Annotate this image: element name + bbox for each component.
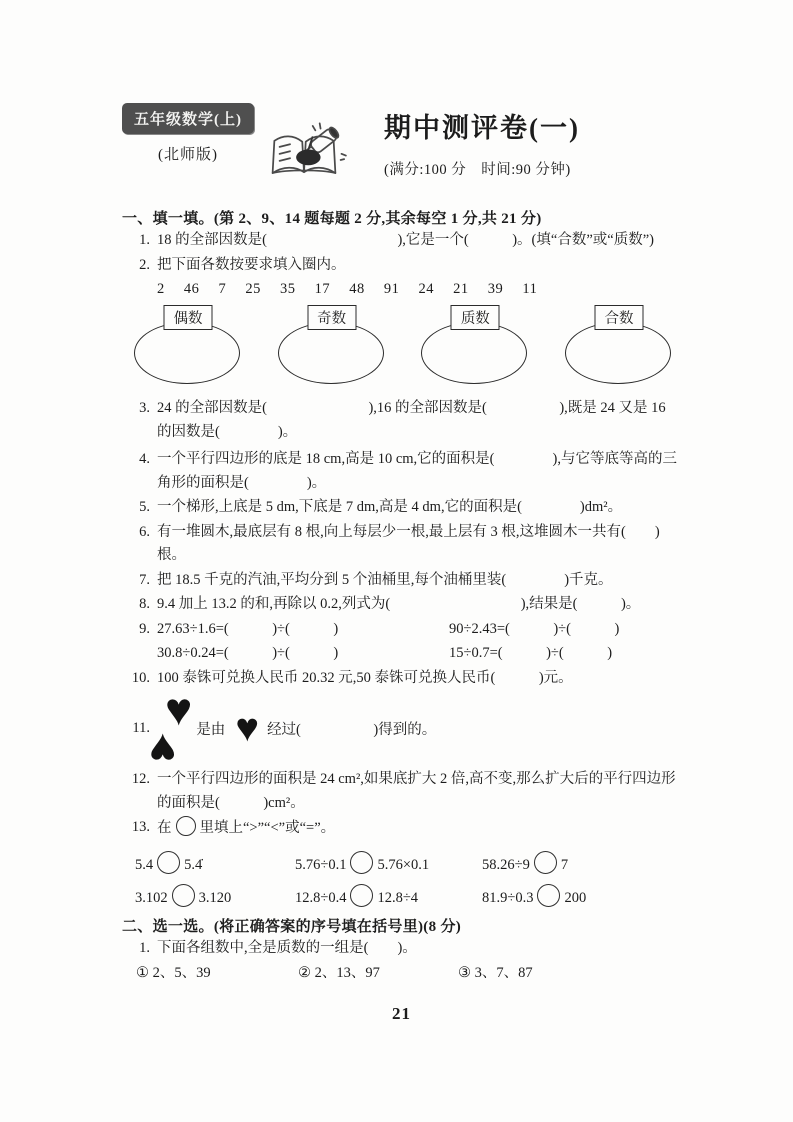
comparison-item — [482, 851, 681, 874]
section2-title: 二、选一选。 — [122, 918, 214, 935]
section2-heading — [122, 915, 681, 936]
comparison-left: 5.76÷0.1 — [295, 856, 347, 873]
question-8 — [122, 593, 681, 617]
question-4 — [122, 448, 681, 495]
comparison-right: 5.4̇ — [184, 856, 203, 873]
question-number: 7. — [139, 571, 150, 588]
answer-circle — [537, 884, 560, 907]
answer-circle — [176, 816, 196, 836]
question-text: 9.4 加上 13.2 的和,再除以 0.2,列式为( ),结果是( )。 — [157, 596, 641, 612]
question-1 — [122, 229, 681, 253]
section2-question-1 — [122, 937, 681, 961]
question-text: 有一堆圆木,最底层有 8 根,向上每层少一根,最上层有 3 根,这堆圆木一共有( )根。 — [157, 523, 660, 563]
question-12 — [122, 768, 681, 815]
question-number: 9. — [139, 620, 150, 637]
comparison-right: 7 — [560, 856, 569, 873]
question-number: 12. — [131, 771, 150, 787]
question-5 — [122, 496, 681, 520]
question-text: 一个平行四边形的底是 18 cm,高是 10 cm,它的面积是( ),与它等底等高的三角形的面积是( )。 — [157, 451, 677, 491]
comparison-row — [122, 884, 681, 907]
expression: 15÷0.7=( )÷( ) — [449, 645, 613, 661]
oval-label: 合数 — [594, 305, 643, 330]
question-text: 24 的全部因数是( ),16 的全部因数是( ),既是 24 又是 16 的因数是( )。 — [157, 400, 666, 440]
paper-header — [122, 103, 681, 187]
heart-icon: ♥ — [235, 705, 260, 750]
comparison-left: 3.102 — [135, 889, 168, 906]
oval-label: 偶数 — [164, 305, 213, 330]
question-number: 1. — [139, 232, 150, 248]
comparison-left: 81.9÷0.3 — [482, 889, 534, 906]
question-text-suffix: 里填上“>”“<”或“=”。 — [199, 820, 336, 836]
comparison-item — [295, 851, 482, 874]
section1-note: (第 2、9、14 题每题 2 分,其余每空 1 分,共 21 分) — [213, 211, 542, 227]
question-text: 一个梯形,上底是 5 dm,下底是 7 dm,高是 4 dm,它的面积是( )dm²。 — [157, 499, 623, 515]
oval-shape — [421, 322, 527, 384]
heart-icon: ♥ — [165, 684, 193, 735]
book-microscope-illustration — [260, 119, 348, 187]
edition-label: (北师版) — [158, 147, 218, 163]
header-left-block — [122, 103, 254, 164]
paper-subtitle: (满分:100 分 时间:90 分钟) — [384, 162, 571, 178]
question-number: 8. — [139, 596, 150, 612]
question-7 — [122, 569, 681, 593]
comparison-item — [482, 884, 681, 907]
question-text: 100 泰铢可兑换人民币 20.32 元,50 泰铢可兑换人民币( )元。 — [157, 669, 573, 686]
header-right-block — [384, 103, 580, 179]
question-text: 下面各组数中,全是质数的一组是( )。 — [157, 939, 417, 956]
oval-shape — [565, 322, 671, 384]
comparison-item — [135, 884, 295, 907]
sorting-circle-odd — [276, 305, 388, 391]
oval-label: 质数 — [451, 305, 500, 330]
question-text-prefix: 在 — [157, 820, 172, 836]
answer-circle — [157, 851, 180, 874]
question-number: 2. — [139, 256, 150, 273]
question-number: 4. — [139, 451, 150, 467]
question-text: 一个平行四边形的面积是 24 cm²,如果底扩大 2 倍,高不变,那么扩大后的平行四边形的面积是( )cm²。 — [157, 771, 676, 811]
oval-shape — [134, 322, 240, 384]
comparison-right: 200 — [564, 889, 587, 906]
oval-shape — [278, 322, 384, 384]
number-list: 2 46 7 25 35 17 48 91 24 21 39 11 — [157, 281, 538, 297]
page-number: 21 — [392, 1003, 411, 1023]
expression: 30.8÷0.24=( )÷( ) — [157, 645, 339, 661]
question-6 — [122, 521, 681, 568]
answer-circle — [350, 884, 373, 907]
question-2 — [122, 254, 681, 278]
question-number: 3. — [139, 400, 150, 416]
question-number: 1. — [139, 939, 150, 956]
comparison-right: 5.76×0.1 — [377, 856, 430, 873]
comparison-left: 58.26÷9 — [482, 856, 530, 873]
comparison-item — [135, 851, 295, 874]
sorting-circle-prime — [419, 305, 531, 391]
comparison-row — [122, 851, 681, 874]
sorting-circle-composite — [563, 305, 675, 391]
choice-options-row — [122, 962, 681, 986]
comparison-left: 5.4 — [135, 856, 154, 873]
answer-circle — [534, 851, 557, 874]
question-text: 是由 — [196, 721, 226, 738]
question-number: 10. — [131, 669, 150, 686]
grade-badge: 五年级数学(上) — [122, 103, 254, 134]
question-number: 11. — [132, 719, 150, 736]
question-text: 经过( )得到的。 — [267, 721, 437, 738]
comparison-right: 12.8÷4 — [377, 889, 419, 906]
option-2: ② 2、13、97 — [298, 965, 380, 981]
question-text: 18 的全部因数是( ),它是一个( )。(填“合数”或“质数”) — [157, 232, 654, 248]
expression: 27.63÷1.6=( )÷( ) — [157, 620, 339, 637]
oval-label: 奇数 — [307, 305, 356, 330]
question-text — [157, 816, 681, 841]
option-1: ① 2、5、39 — [136, 965, 211, 981]
question-10 — [122, 667, 681, 691]
comparison-right: 3.120 — [198, 889, 232, 906]
heart-pair-figure — [149, 684, 193, 775]
question-9 — [122, 618, 681, 666]
question-13 — [122, 816, 681, 841]
answer-circle — [172, 884, 195, 907]
section1-title: 一、填一填。 — [122, 211, 214, 227]
question-number: 13. — [131, 819, 150, 835]
section1-heading — [122, 207, 681, 228]
answer-circle — [350, 851, 373, 874]
expression: 90÷2.43=( )÷( ) — [449, 620, 620, 637]
question-number: 6. — [139, 523, 150, 540]
question-number: 5. — [139, 499, 150, 515]
question-11 — [122, 684, 681, 775]
comparison-left: 12.8÷0.4 — [295, 889, 347, 906]
paper-title: 期中测评卷(一) — [384, 113, 580, 143]
heart-flipped-icon: ♥ — [149, 724, 177, 775]
sorting-circle-even — [132, 305, 244, 391]
sorting-circles-row — [132, 305, 675, 391]
division-equivalence-grid — [157, 618, 681, 666]
comparison-item — [295, 884, 482, 907]
question-text: 把下面各数按要求填入圈内。 — [157, 256, 346, 273]
option-3: ③ 3、7、87 — [458, 965, 533, 981]
question-3 — [122, 397, 681, 444]
question-text: 把 18.5 千克的汽油,平均分到 5 个油桶里,每个油桶里装( )千克。 — [157, 571, 613, 588]
section2-note: (将正确答案的序号填在括号里)(8 分) — [213, 918, 462, 935]
